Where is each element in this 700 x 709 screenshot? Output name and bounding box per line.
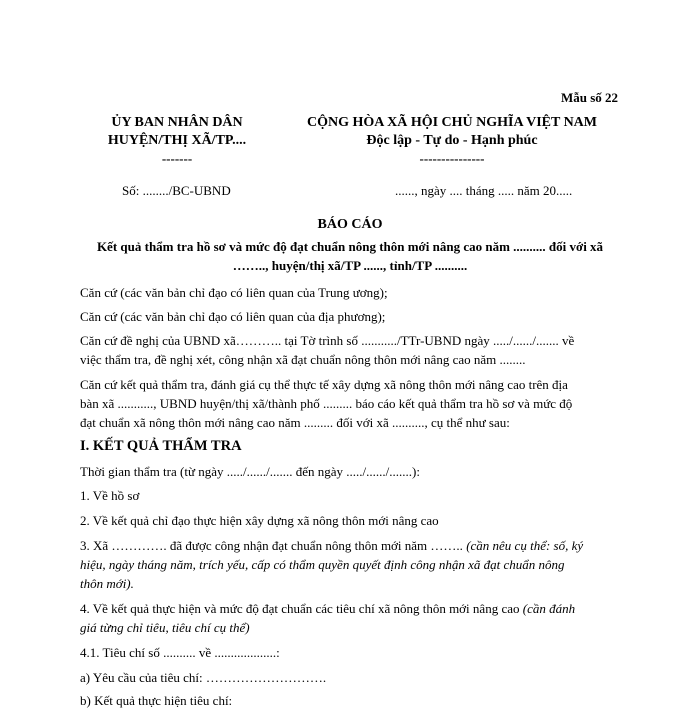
document-number: Số: ......../BC-UBND [122, 183, 231, 198]
right-header-line1: CỘNG HÒA XÃ HỘI CHỦ NGHĨA VIỆT NAM [306, 115, 597, 130]
section-heading: I. KẾT QUẢ THẨM TRA [80, 438, 242, 454]
item-4-text: 4. Về kết quả thực hiện và mức độ đạt chuẩn các tiêu chí xã nông thôn mới nâng cao [80, 601, 523, 616]
right-header-line2: Độc lập - Tự do - Hạnh phúc [366, 133, 538, 148]
right-header-underline: --------------- [419, 151, 485, 166]
paragraph-request-line2: việc thẩm tra, đề nghị xét, công nhận xã đạt chuẩn nông thôn mới nâng cao năm ........ [80, 352, 526, 367]
paragraph-legal-basis-central: Căn cứ (các văn bản chỉ đạo có liên quan của Trung ương); [80, 285, 388, 300]
paragraph-results-line3: đạt chuẩn xã nông thôn mới nâng cao năm ......... đối với xã .........., cụ thể như sau: [80, 415, 510, 430]
item-3-line1 [80, 538, 583, 554]
item-3-note: (cần nêu cụ thể: số, ký [466, 538, 584, 553]
inspection-time-line: Thời gian thẩm tra (từ ngày ...../....../....... đến ngày ...../....../.......): [80, 464, 420, 479]
paragraph-results-line1: Căn cứ kết quả thẩm tra, đánh giá cụ thể thực tế xây dựng xã nông thôn mới nâng cao trên địa [80, 377, 568, 392]
document-title: BÁO CÁO [317, 217, 383, 232]
item-4-line2: giá từng chỉ tiêu, tiêu chí cụ thể) [80, 620, 250, 635]
document-subtitle-line2: …….., huyện/thị xã/TP ......, tỉnh/TP .......... [232, 258, 468, 273]
left-header-line1: ỦY BAN NHÂN DÂN [111, 115, 243, 130]
item-4-line1 [80, 601, 575, 617]
item-4-1-criterion: 4.1. Tiêu chí số .......... về ...................: [80, 645, 280, 660]
item-2-direction: 2. Về kết quả chỉ đạo thực hiện xây dựng xã nông thôn mới nâng cao [80, 513, 439, 528]
item-4-note: (cần đánh [522, 601, 576, 616]
item-3-text: 3. Xã …………. đã được công nhận đạt chuẩn nông thôn mới năm …….. [80, 538, 467, 553]
item-a-requirement: a) Yêu cầu của tiêu chí: ………………………. [80, 670, 327, 685]
item-b-result: b) Kết quả thực hiện tiêu chí: [80, 693, 233, 708]
paragraph-request-line1: Căn cứ đề nghị của UBND xã……….. tại Tờ trình số .........../TTr-UBND ngày ...../....../....... về [80, 333, 575, 348]
item-1-dossier: 1. Về hồ sơ [80, 488, 140, 503]
left-header-line2: HUYỆN/THỊ XÃ/TP.... [107, 133, 247, 148]
item-3-line2: hiệu, ngày tháng năm, trích yếu, cấp có thẩm quyền quyết định công nhận xã đạt chuẩn nông [80, 557, 565, 572]
paragraph-results-line2: bàn xã ..........., UBND huyện/thị xã/thành phố ......... báo cáo kết quả thẩm tra hồ sơ và mức độ [80, 396, 573, 411]
item-3-line3: thôn mới). [80, 576, 134, 591]
paragraph-legal-basis-local: Căn cứ (các văn bản chỉ đạo có liên quan của địa phương); [80, 309, 386, 324]
document-date: ......, ngày .... tháng ..... năm 20..... [395, 183, 573, 198]
left-header-underline: ------- [161, 151, 193, 166]
form-number: Mẫu số 22 [560, 90, 618, 105]
document-subtitle-line1: Kết quả thẩm tra hồ sơ và mức độ đạt chuẩn nông thôn mới nâng cao năm .......... đối với xã [96, 239, 604, 254]
